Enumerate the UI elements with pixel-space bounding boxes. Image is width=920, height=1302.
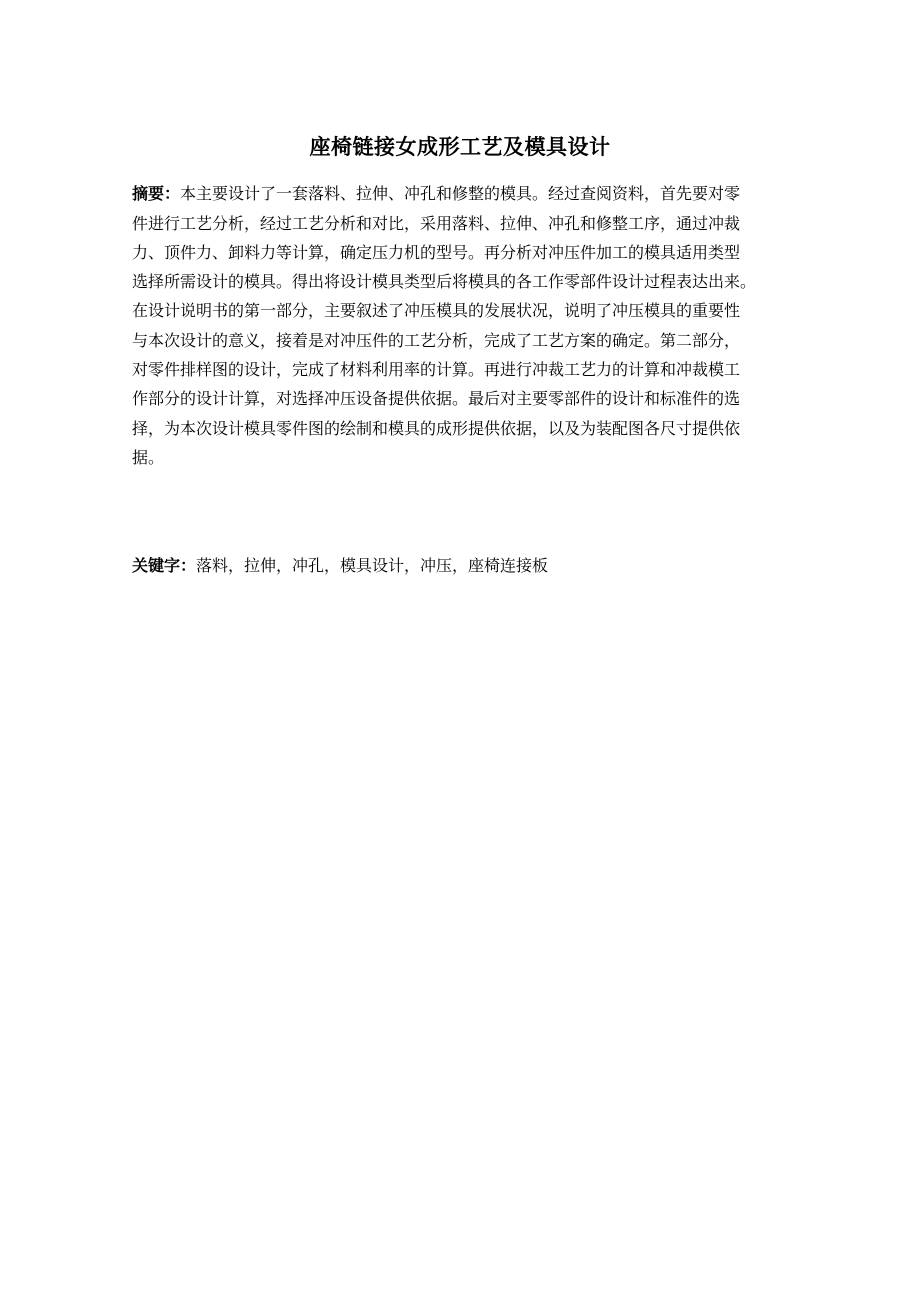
abstract-line: 据。 [132,447,165,467]
keywords-text: 落料，拉伸，冲孔，模具设计，冲压，座椅连接板 [196,556,549,575]
keywords-label: 关键字： [132,556,197,575]
abstract-line: 在设计说明书的第一部分，主要叙述了冲压模具的发展状况，说明了冲压模具的重要性 [132,301,741,321]
abstract-line: 作部分的设计计算，对选择冲压设备提供依据。最后对主要零部件的设计和标准件的选 [132,389,741,409]
abstract-line: 件进行工艺分析，经过工艺分析和对比，采用落料、拉伸、冲孔和修整工序，通过冲裁 [132,213,741,233]
abstract-line [132,179,832,208]
abstract-line: 选择所需设计的模具。得出将设计模具类型后将模具的各工作零部件设计过程表达出来。 [132,272,757,292]
abstract-line: 与本次设计的意义，接着是对冲压件的工艺分析，完成了工艺方案的确定。第二部分， [132,330,741,350]
document-title: 座椅链接女成形工艺及模具设计 [309,135,611,159]
abstract-line: 对零件排样图的设计，完成了材料利用率的计算。再进行冲裁工艺力的计算和冲裁模工 [132,360,741,380]
abstract-line: 择，为本次设计模具零件图的绘制和模具的成形提供依据，以及为装配图各尺寸提供依 [132,418,741,438]
abstract-section [132,150,832,472]
abstract-text: 本主要设计了一套落料、拉伸、冲孔和修整的模具。经过查阅资料，首先要对零 [180,184,741,204]
keywords-section [132,551,832,580]
abstract-label: 摘要： [132,184,181,204]
abstract-line: 力、顶件力、卸料力等计算，确定压力机的型号。再分析对冲压件加工的模具适用类型 [132,242,741,262]
